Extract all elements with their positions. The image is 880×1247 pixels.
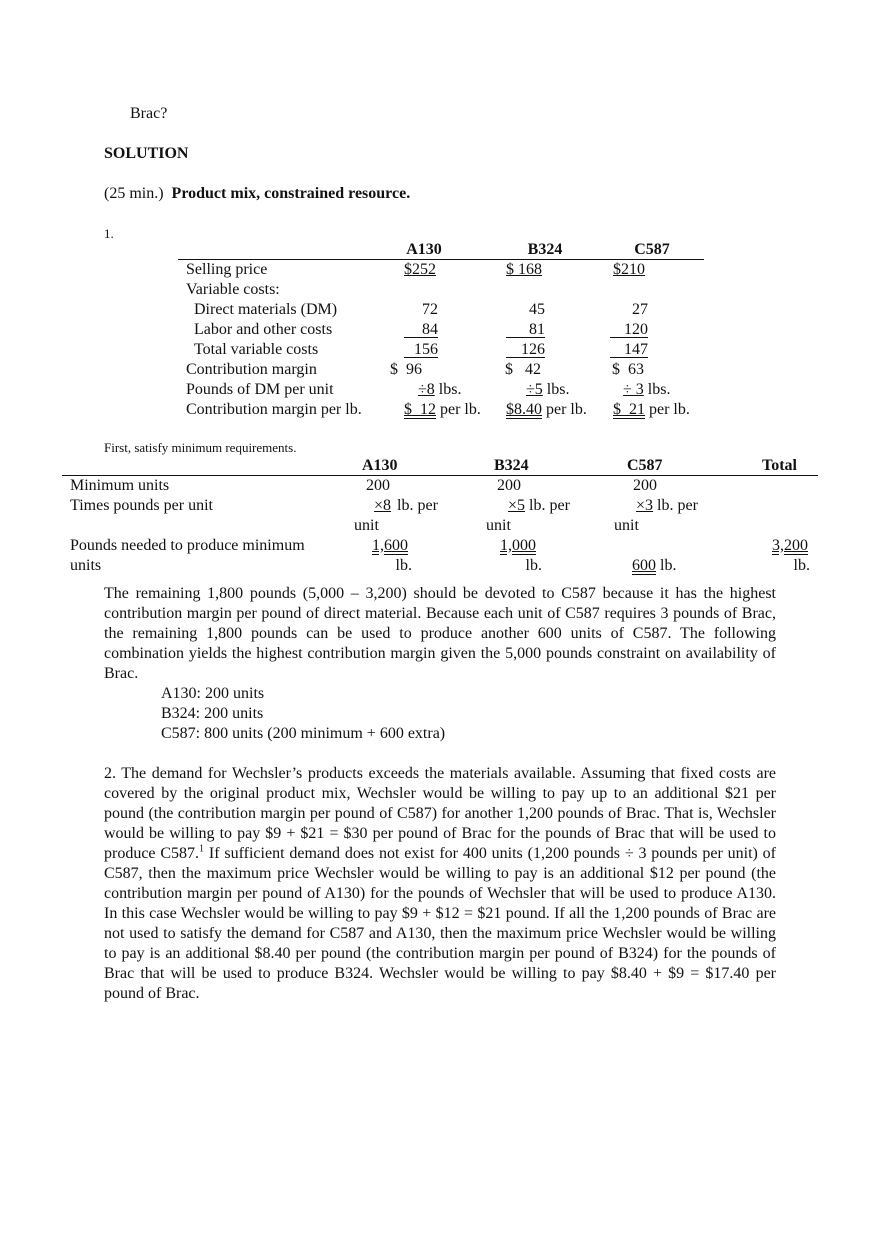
- t1-header-b324: B324: [527, 241, 563, 258]
- t2-unit: lb. per: [657, 497, 698, 514]
- t2-unit: lb.: [395, 557, 412, 574]
- t2-total-cell: 3,200: [772, 537, 808, 554]
- t2-cell: 200: [497, 477, 521, 494]
- t1-cell: [613, 400, 690, 420]
- t1-cell: [506, 400, 587, 420]
- t1-unit: lbs.: [647, 381, 671, 398]
- t1-cm-per-lb: $8.40: [506, 401, 542, 418]
- t1-total-rule: [610, 357, 648, 358]
- t1-subtotal-rule: [610, 337, 648, 338]
- t2-cell: [614, 496, 698, 516]
- t1-divisor: ÷ 3: [623, 381, 644, 398]
- t2-cell: 200: [366, 477, 390, 494]
- problem-time: (25 min.): [104, 185, 164, 202]
- t1-subtotal-rule: [404, 337, 438, 338]
- t1-cell: $ 63: [612, 361, 644, 378]
- t1-cell: 147: [624, 341, 648, 358]
- t1-cell: $ 42: [505, 361, 541, 378]
- t1-cell: $210: [613, 261, 645, 278]
- t2-cell: [354, 496, 438, 516]
- t1-cm-per-lb: $ 12: [404, 401, 436, 418]
- t2-header-b324: B324: [494, 457, 529, 474]
- t1-cm-per-lb: $ 21: [613, 401, 645, 418]
- t1-unit: lbs.: [546, 381, 570, 398]
- t1-cell: 84: [422, 321, 438, 338]
- t1-divisor: ÷5: [526, 381, 543, 398]
- t1-divisor: ÷8: [418, 381, 435, 398]
- t1-cell: [404, 400, 481, 420]
- combination-item: A130: 200 units: [161, 685, 265, 702]
- t1-label: Direct materials (DM): [194, 301, 338, 318]
- t2-header-c587: C587: [627, 457, 663, 474]
- t1-unit: per lb.: [440, 401, 481, 418]
- t2-header-a130: A130: [362, 457, 398, 474]
- t2-unit: unit: [486, 517, 511, 534]
- t2-multiplier: ×5: [508, 497, 526, 514]
- part2-text-a: 2. The demand for Wechsler’s products exceeds the materials available. Assuming that fixed costs are covered by the original product mix, Wechsler would be willing to pay up to an additional $21 per pound (the contribution margin per pound of C587) for another 1,200 pounds of Brac. That is, Wechsler would be willing to pay $9 + $21 = $30 per pound of Brac for the pounds of Brac that will be used to produce C587.: [104, 765, 776, 862]
- t1-cell: 120: [624, 321, 648, 338]
- t1-header-a130: A130: [406, 241, 442, 258]
- t1-cell: [404, 380, 461, 400]
- t2-multiplier: ×3: [636, 497, 654, 514]
- t2-multiplier: ×8: [374, 497, 392, 514]
- t2-cell: 1,600: [372, 537, 408, 554]
- t2-cell: [632, 556, 676, 576]
- solution-heading: SOLUTION: [104, 145, 189, 162]
- t1-cell: $252: [404, 261, 436, 278]
- t1-label: Contribution margin per lb.: [186, 401, 362, 418]
- t1-cell: $ 168: [506, 261, 542, 278]
- t1-cell: 81: [529, 321, 545, 338]
- t1-label: Variable costs:: [186, 281, 280, 298]
- part2-text-b: If sufficient demand does not exist for 400 units (1,200 pounds ÷ 3 pounds per unit) of C587, then the maximum price Wechsler would be willing to pay is an additional $12 per pound (the contribution margin per pound of A130) for the pounds of Wechsler that will be used to produce A130. In this case Wechsler would be willing to pay $9 + $12 = $21 pound. If all the 1,200 pounds of Brac are not used to satisfy the demand for C587 and A130, then the maximum price Wechsler would be willing to pay is an additional $8.40 per pound (the contribution margin per pound of B324) for the pounds of Brac that will be used to produce B324. Wechsler would be willing to pay $8.40 + $9 = $17.40 per pound of Brac.: [104, 845, 776, 1002]
- first-note: First, satisfy minimum requirements.: [104, 440, 297, 455]
- t2-unit: lb.: [793, 557, 810, 574]
- t2-unit: unit: [614, 517, 639, 534]
- t1-subtotal-rule: [506, 337, 545, 338]
- t1-cell: [506, 380, 569, 400]
- t1-cell: [613, 380, 670, 400]
- t1-cell: 27: [632, 301, 648, 318]
- t2-unit: unit: [354, 517, 379, 534]
- part1-label: 1.: [104, 226, 114, 241]
- explanation-paragraph: The remaining 1,800 pounds (5,000 – 3,200) should be devoted to C587 because it has the highest contribution margin per pound of direct material. Because each unit of C587 requires 3 pounds of Brac, the remaining 1,800 pounds can be used to produce another 600 units of C587. The following combination yields the highest contribution margin given the 5,000 pounds constraint on availability of Brac.: [104, 585, 776, 682]
- combination-item: C587: 800 units (200 minimum + 600 extra): [161, 725, 446, 742]
- t1-unit: lbs.: [438, 381, 462, 398]
- t2-c587-pounds: 600: [632, 557, 656, 574]
- combination-item: B324: 200 units: [161, 705, 264, 722]
- t2-header-rule: [62, 475, 818, 476]
- t2-label: Minimum units: [70, 477, 170, 494]
- t2-unit: lb.: [660, 557, 677, 574]
- t2-cell: 1,000: [500, 537, 536, 554]
- t1-unit: per lb.: [649, 401, 690, 418]
- t1-cell: 72: [422, 301, 438, 318]
- t1-label: Contribution margin: [186, 361, 317, 378]
- t2-cell: 200: [633, 477, 657, 494]
- t1-cell: 156: [414, 341, 438, 358]
- problem-heading: [104, 184, 410, 204]
- t1-label: Labor and other costs: [194, 321, 333, 338]
- t2-label: Pounds needed to produce minimum: [70, 537, 305, 554]
- intro-fragment: Brac?: [130, 105, 168, 122]
- footnote-marker: 1: [199, 843, 205, 855]
- t2-header-total: Total: [762, 457, 797, 474]
- t2-label: units: [70, 557, 102, 574]
- t2-unit: lb.: [525, 557, 542, 574]
- t2-unit: lb. per: [397, 497, 438, 514]
- t1-label: Total variable costs: [194, 341, 319, 358]
- t1-cell: $ 96: [390, 361, 422, 378]
- part2-paragraph: [104, 764, 776, 1004]
- t1-cell: 126: [521, 341, 545, 358]
- t2-cell: [486, 496, 570, 516]
- problem-title: Product mix, constrained resource.: [171, 185, 411, 202]
- t1-label: Selling price: [186, 261, 268, 278]
- t2-unit: lb. per: [529, 497, 570, 514]
- t1-total-rule: [506, 357, 545, 358]
- t1-unit: per lb.: [546, 401, 587, 418]
- t1-total-rule: [404, 357, 438, 358]
- t1-cell: 45: [529, 301, 545, 318]
- t2-label: Times pounds per unit: [70, 497, 213, 514]
- t1-label: Pounds of DM per unit: [186, 381, 334, 398]
- t1-header-c587: C587: [634, 241, 670, 258]
